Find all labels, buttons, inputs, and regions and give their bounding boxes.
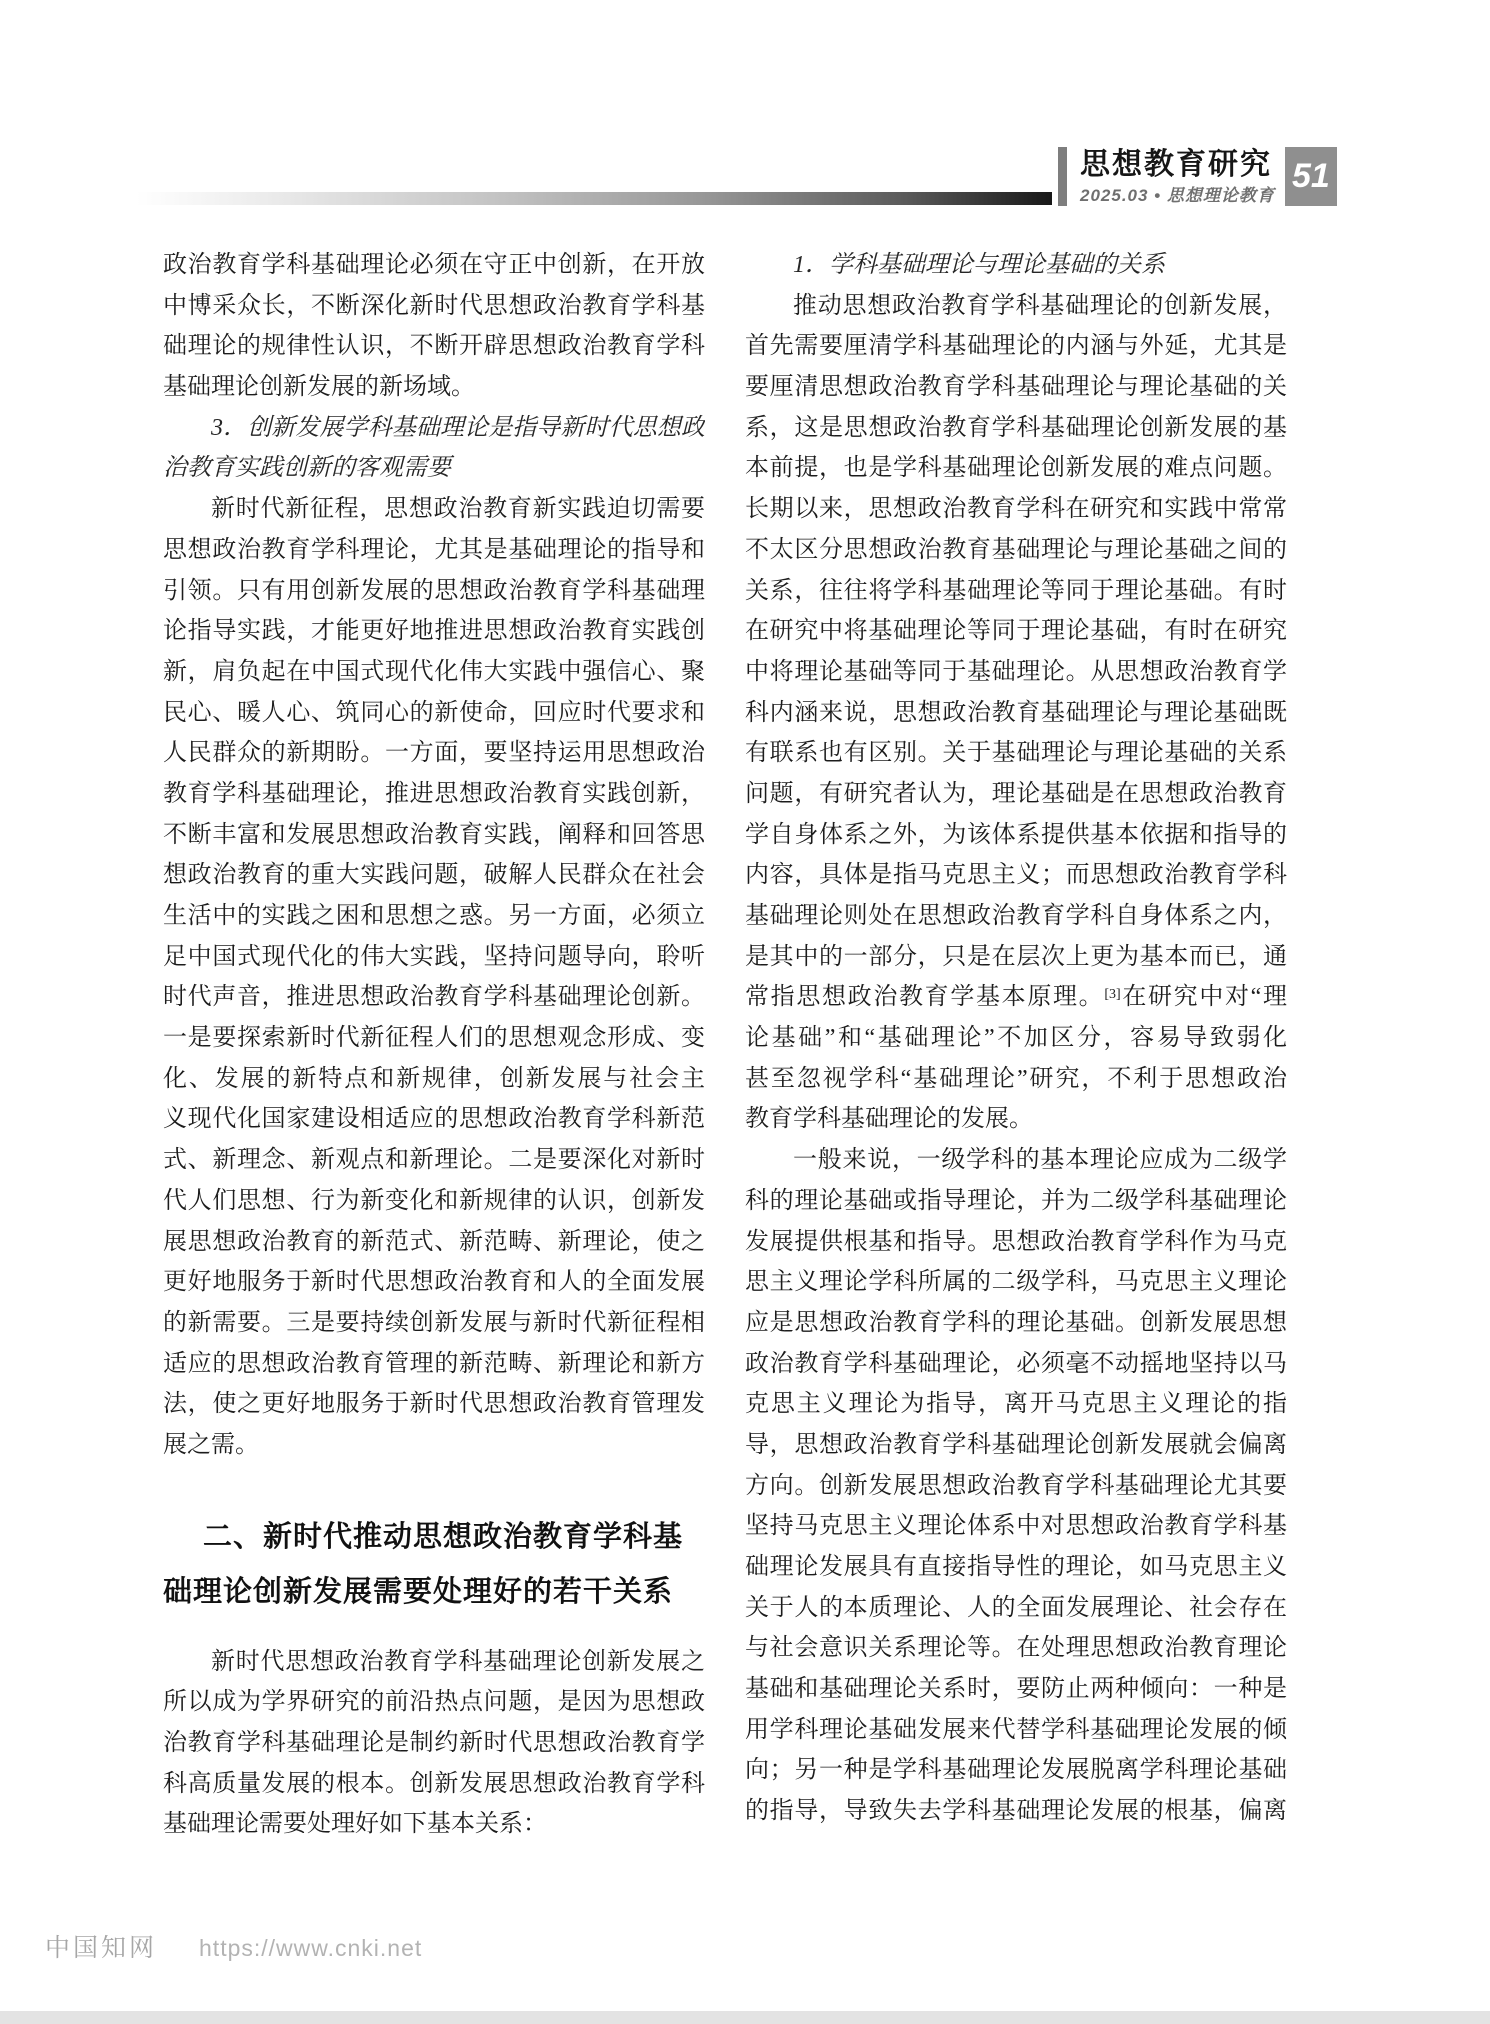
cnki-url: https://www.cnki.net <box>199 1935 423 1961</box>
bottom-strip <box>0 2011 1490 2024</box>
text-line: 不断丰富和发展思想政治教育实践，阐释和回答思 <box>163 821 705 848</box>
header-gradient-rule <box>136 192 1052 205</box>
text-line: 教育学科基础理论，推进思想政治教育实践创新， <box>163 780 705 807</box>
text-line: 克思主义理论为指导，离开马克思主义理论的指 <box>745 1391 1287 1418</box>
text-line: 的新需要。三是要持续创新发展与新时代新征程相 <box>163 1309 705 1336</box>
text-line: 政治教育学科基础理论必须在守正中创新，在开放 <box>163 252 705 278</box>
text-line: 时代声音，推进思想政治教育学科基础理论创新。 <box>163 984 705 1011</box>
text-line: 内容，具体是指马克思主义；而思想政治教育学科 <box>745 862 1287 889</box>
text-line: 一是要探索新时代新征程人们的思想观念形成、变 <box>163 1025 705 1052</box>
text-line: 甚至忽视学科“基础理论”研究，不利于思想政治 <box>745 1065 1287 1092</box>
text-line: 生活中的实践之困和思想之惑。另一方面，必须立 <box>163 903 705 929</box>
text-line: 有联系也有区别。关于基础理论与理论基础的关系 <box>745 740 1287 767</box>
text-line: 新时代新征程，思想政治教育新实践迫切需要 <box>211 496 705 523</box>
text-line: 础理论发展具有直接指导性的理论，如马克思主义 <box>745 1554 1287 1580</box>
text-line: 引领。只有用创新发展的思想政治教育学科基础理 <box>163 577 705 604</box>
text-line: 首先需要厘清学科基础理论的内涵与外延，尤其是 <box>745 333 1287 360</box>
text-line: 基础理论创新发展的新场域。 <box>163 374 475 401</box>
section-heading-line: 二、新时代推动思想政治教育学科基 <box>203 1520 684 1553</box>
text-line: 人民群众的新期盼。一方面，要坚持运用思想政治 <box>163 740 705 767</box>
text-line: 科内涵来说，思想政治教育基础理论与理论基础既 <box>745 699 1287 726</box>
text-line: 论指导实践，才能更好地推进思想政治教育实践创 <box>163 618 705 645</box>
page-footer <box>45 1930 422 1966</box>
text-line: 的指导，导致失去学科基础理论发展的根基，偏离 <box>745 1798 1287 1825</box>
text-line: 要厘清思想政治教育学科基础理论与理论基础的关 <box>745 374 1287 401</box>
text-line: 基础理论则处在思想政治教育学科自身体系之内， <box>745 903 1287 929</box>
text-line: 治教育学科基础理论是制约新时代思想政治教育学 <box>163 1730 705 1756</box>
section-heading-line: 础理论创新发展需要处理好的若干关系 <box>163 1575 674 1608</box>
text-line: 思想政治教育学科理论，尤其是基础理论的指导和 <box>163 536 705 563</box>
footnote-ref: [3] <box>1104 987 1121 1003</box>
text-line: 础理论的规律性认识，不断开辟思想政治教育学科 <box>163 333 705 360</box>
text-line: 代人们思想、行为新变化和新规律的认识，创新发 <box>163 1187 705 1214</box>
text-line: 足中国式现代化的伟大实践，坚持问题导向，聆听 <box>163 943 705 970</box>
subheading-line: 1．学科基础理论与理论基础的关系 <box>793 252 1165 278</box>
text-line: 基础理论需要处理好如下基本关系： <box>163 1811 547 1838</box>
text-line: 本前提，也是学科基础理论创新发展的难点问题。 <box>745 455 1287 482</box>
text-line: 式、新理念、新观点和新理论。二是要深化对新时 <box>163 1147 705 1174</box>
text-line: 更好地服务于新时代思想政治教育和人的全面发展 <box>163 1269 705 1296</box>
text-line: 推动思想政治教育学科基础理论的创新发展， <box>793 292 1287 319</box>
text-line: 论基础”和“基础理论”不加区分，容易导致弱化 <box>745 1025 1287 1052</box>
journal-title: 思想教育研究 <box>1080 148 1272 181</box>
text-line: 问题，有研究者认为，理论基础是在思想政治教育 <box>745 780 1287 807</box>
text-line: 在研究中将基础理论等同于理论基础，有时在研究 <box>745 618 1287 645</box>
page-number-badge <box>1285 147 1337 206</box>
subheading-line: 3．创新发展学科基础理论是指导新时代思想政 <box>211 414 705 441</box>
right-column <box>745 245 1287 1832</box>
text-line: 科的理论基础或指导理论，并为二级学科基础理论 <box>745 1187 1287 1214</box>
text-line: 展思想政治教育的新范式、新范畴、新理论，使之 <box>163 1228 705 1255</box>
text-line: 一般来说，一级学科的基本理论应成为二级学 <box>793 1147 1287 1174</box>
text-line: 应是思想政治教育学科的理论基础。创新发展思想 <box>745 1309 1287 1336</box>
text-line: 学自身体系之外，为该体系提供基本依据和指导的 <box>745 821 1287 848</box>
page-number: 51 <box>1291 157 1330 195</box>
text-line: 教育学科基础理论的发展。 <box>745 1106 1033 1133</box>
text-line: 新时代思想政治教育学科基础理论创新发展之 <box>211 1648 705 1675</box>
cnki-logo-text: 中国知网 <box>45 1934 158 1962</box>
text-line: 坚持马克思主义理论体系中对思想政治教育学科基 <box>745 1513 1287 1540</box>
text-line: 常指思想政治教育学基本原理。[3]在研究中对“理 <box>745 984 1287 1011</box>
text-line: 适应的思想政治教育管理的新范畴、新理论和新方 <box>163 1350 705 1377</box>
text-line: 向；另一种是学科基础理论发展脱离学科理论基础 <box>745 1757 1287 1784</box>
left-column <box>163 245 705 1845</box>
text-line: 不太区分思想政治教育基础理论与理论基础之间的 <box>745 536 1287 563</box>
subheading-line: 治教育实践创新的客观需要 <box>163 455 451 482</box>
text-line: 中博采众长，不断深化新时代思想政治教育学科基 <box>163 292 705 319</box>
text-line: 化、发展的新特点和新规律，创新发展与社会主 <box>163 1065 705 1092</box>
text-line: 法，使之更好地服务于新时代思想政治教育管理发 <box>163 1391 705 1418</box>
header-titles <box>1080 147 1275 206</box>
text-line: 发展提供根基和指导。思想政治教育学科作为马克 <box>745 1228 1287 1255</box>
text-line: 所以成为学界研究的前沿热点问题，是因为思想政 <box>163 1689 705 1716</box>
text-line: 长期以来，思想政治教育学科在研究和实践中常常 <box>745 496 1287 523</box>
text-line: 新，肩负起在中国式现代化伟大实践中强信心、聚 <box>163 658 705 685</box>
text-line: 导，思想政治教育学科基础理论创新发展就会偏离 <box>745 1431 1287 1458</box>
text-line: 义现代化国家建设相适应的思想政治教育学科新范 <box>163 1106 705 1133</box>
text-line: 基础和基础理论关系时，要防止两种倾向：一种是 <box>745 1676 1287 1703</box>
text-line: 方向。创新发展思想政治教育学科基础理论尤其要 <box>745 1472 1287 1499</box>
text-line: 民心、暖人心、筑同心的新使命，回应时代要求和 <box>163 699 705 726</box>
text-line: 是其中的一部分，只是在层次上更为基本而已，通 <box>745 943 1287 970</box>
issue-info: 2025.03 • 思想理论教育 <box>1080 186 1275 205</box>
text-line: 关系，往往将学科基础理论等同于理论基础。有时 <box>745 577 1287 604</box>
page-header <box>1058 147 1337 206</box>
text-line: 政治教育学科基础理论，必须毫不动摇地坚持以马 <box>745 1350 1287 1377</box>
header-accent-bar <box>1058 147 1067 206</box>
text-line: 思主义理论学科所属的二级学科，马克思主义理论 <box>745 1269 1287 1296</box>
text-line: 系，这是思想政治教育学科基础理论创新发展的基 <box>745 414 1287 441</box>
text-line: 与社会意识关系理论等。在处理思想政治教育理论 <box>745 1635 1287 1662</box>
text-line: 用学科理论基础发展来代替学科基础理论发展的倾 <box>745 1716 1287 1743</box>
text-line: 关于人的本质理论、人的全面发展理论、社会存在 <box>745 1594 1287 1621</box>
text-line: 展之需。 <box>163 1431 259 1458</box>
text-line: 想政治教育的重大实践问题，破解人民群众在社会 <box>163 862 705 889</box>
text-line: 科高质量发展的根本。创新发展思想政治教育学科 <box>163 1770 705 1797</box>
text-line: 中将理论基础等同于基础理论。从思想政治教育学 <box>745 658 1287 685</box>
